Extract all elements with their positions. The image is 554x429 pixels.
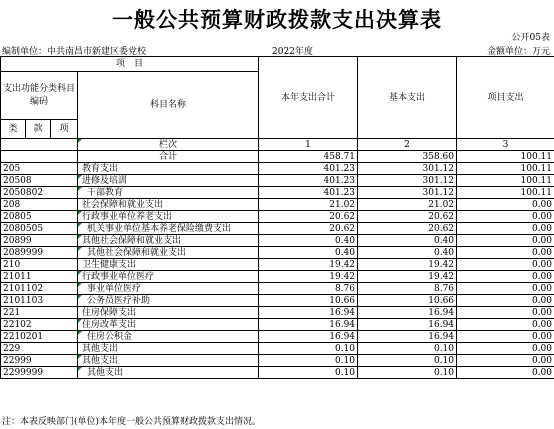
row-code: 210 — [1, 259, 78, 271]
total-expenditure-value: 458.71 — [259, 151, 358, 163]
header-basic-expenditure: 基本支出 — [358, 57, 457, 139]
row-project-value: 0.00 — [457, 295, 554, 307]
row-project-value: 0.00 — [457, 319, 554, 331]
table-row — [1, 163, 554, 175]
table-row — [1, 211, 554, 223]
table-row — [1, 175, 554, 187]
table-row — [1, 199, 554, 211]
row-total-value: 10.66 — [259, 295, 358, 307]
row-basic-value: 19.42 — [358, 271, 457, 283]
row-subject-name: 其他社会保障和就业支出 — [78, 247, 259, 259]
row-basic-value: 0.10 — [358, 355, 457, 367]
header-row-item — [1, 57, 554, 72]
row-subject-name: 机关事业单位基本养老保险缴费支出 — [78, 223, 259, 235]
column-index-row — [1, 139, 554, 151]
row-basic-value: 10.66 — [358, 295, 457, 307]
row-basic-value: 20.62 — [358, 211, 457, 223]
header-entry: 项 — [51, 120, 78, 139]
header-function-code: 支出功能分类科目编码 — [1, 72, 78, 120]
table-row — [1, 271, 554, 283]
row-code: 229 — [1, 343, 78, 355]
row-code: 205 — [1, 163, 78, 175]
row-project-value: 0.00 — [457, 199, 554, 211]
row-total-value: 0.10 — [259, 355, 358, 367]
row-total-value: 20.62 — [259, 223, 358, 235]
row-subject-name: 干部教育 — [78, 187, 259, 199]
row-subject-name: 其他支出 — [78, 367, 259, 379]
row-total-value: 16.94 — [259, 319, 358, 331]
row-code: 2101102 — [1, 283, 78, 295]
row-basic-value: 21.02 — [358, 199, 457, 211]
total-project-value: 100.11 — [457, 151, 554, 163]
reporting-unit: 编制单位：中共南昌市新建区委党校 — [2, 47, 147, 57]
row-project-value: 0.00 — [457, 367, 554, 379]
table-row — [1, 223, 554, 235]
table-body — [1, 57, 554, 379]
row-basic-value: 0.10 — [358, 367, 457, 379]
row-project-value: 100.11 — [457, 187, 554, 199]
header-item: 项 目 — [1, 57, 259, 72]
row-project-value: 0.00 — [457, 223, 554, 235]
row-project-value: 0.00 — [457, 211, 554, 223]
table-row — [1, 307, 554, 319]
row-project-value: 0.00 — [457, 271, 554, 283]
column-index-1: 1 — [259, 139, 358, 151]
row-total-value: 401.23 — [259, 175, 358, 187]
header-section: 款 — [26, 120, 51, 139]
row-total-value: 401.23 — [259, 187, 358, 199]
row-code: 2080505 — [1, 223, 78, 235]
row-code: 2210201 — [1, 331, 78, 343]
row-project-value: 0.00 — [457, 343, 554, 355]
table-row — [1, 343, 554, 355]
row-total-value: 401.23 — [259, 163, 358, 175]
row-subject-name: 事业单位医疗 — [78, 283, 259, 295]
column-index-2: 2 — [358, 139, 457, 151]
row-total-value: 0.10 — [259, 367, 358, 379]
table-row — [1, 295, 554, 307]
expenditure-table — [0, 56, 554, 379]
currency-unit: 金额单位：万元 — [486, 47, 550, 57]
footnote: 注：本表反映部门(单位)本年度一般公共预算财政拨款支出情况。 — [2, 417, 262, 427]
row-project-value: 0.00 — [457, 331, 554, 343]
table-row — [1, 367, 554, 379]
total-basic-value: 358.60 — [358, 151, 457, 163]
header-total-expenditure: 本年支出合计 — [259, 57, 358, 139]
row-basic-value: 0.40 — [358, 247, 457, 259]
row-basic-value: 20.62 — [358, 223, 457, 235]
row-total-value: 0.10 — [259, 343, 358, 355]
row-total-value: 16.94 — [259, 331, 358, 343]
header-project-expenditure: 项目支出 — [457, 57, 554, 139]
row-subject-name: 住房保障支出 — [78, 307, 259, 319]
table-row — [1, 355, 554, 367]
row-code: 2101103 — [1, 295, 78, 307]
column-index-label: 栏次 — [78, 139, 259, 151]
row-subject-name: 其他支出 — [78, 343, 259, 355]
row-subject-name: 教育支出 — [78, 163, 259, 175]
row-basic-value: 301.12 — [358, 163, 457, 175]
row-subject-name: 住房公积金 — [78, 331, 259, 343]
table-row — [1, 187, 554, 199]
row-code: 208 — [1, 199, 78, 211]
row-project-value: 0.00 — [457, 355, 554, 367]
row-subject-name: 卫生健康支出 — [78, 259, 259, 271]
row-basic-value: 0.40 — [358, 235, 457, 247]
row-subject-name: 其他社会保障和就业支出 — [78, 235, 259, 247]
report-title: 一般公共预算财政拨款支出决算表 — [112, 7, 442, 32]
row-code: 2299999 — [1, 367, 78, 379]
row-basic-value: 301.12 — [358, 175, 457, 187]
row-code: 221 — [1, 307, 78, 319]
row-total-value: 8.76 — [259, 283, 358, 295]
row-subject-name: 公务员医疗补助 — [78, 295, 259, 307]
row-basic-value: 16.94 — [358, 319, 457, 331]
row-code: 2089999 — [1, 247, 78, 259]
row-basic-value: 0.10 — [358, 343, 457, 355]
row-project-value: 100.11 — [457, 175, 554, 187]
total-label: 合计 — [78, 151, 259, 163]
row-total-value: 0.40 — [259, 235, 358, 247]
row-total-value: 0.40 — [259, 247, 358, 259]
row-code: 2050802 — [1, 187, 78, 199]
row-code: 22999 — [1, 355, 78, 367]
row-basic-value: 16.94 — [358, 307, 457, 319]
row-basic-value: 301.12 — [358, 187, 457, 199]
row-basic-value: 19.42 — [358, 259, 457, 271]
row-code: 20508 — [1, 175, 78, 187]
row-project-value: 0.00 — [457, 247, 554, 259]
row-subject-name: 社会保障和就业支出 — [78, 199, 259, 211]
row-code: 21011 — [1, 271, 78, 283]
column-index-3: 3 — [457, 139, 554, 151]
row-total-value: 19.42 — [259, 271, 358, 283]
row-basic-value: 8.76 — [358, 283, 457, 295]
row-basic-value: 16.94 — [358, 331, 457, 343]
header-kind: 类 — [1, 120, 26, 139]
table-row — [1, 331, 554, 343]
total-row — [1, 151, 554, 163]
row-subject-name: 住房改革支出 — [78, 319, 259, 331]
row-subject-name: 行政事业单位养老支出 — [78, 211, 259, 223]
row-project-value: 0.00 — [457, 259, 554, 271]
header-subject-name: 科目名称 — [78, 72, 259, 139]
row-project-value: 100.11 — [457, 163, 554, 175]
row-total-value: 16.94 — [259, 307, 358, 319]
row-code: 20805 — [1, 211, 78, 223]
table-row — [1, 247, 554, 259]
row-project-value: 0.00 — [457, 307, 554, 319]
row-subject-name: 进修及培训 — [78, 175, 259, 187]
row-subject-name: 其他支出 — [78, 355, 259, 367]
row-total-value: 19.42 — [259, 259, 358, 271]
table-row — [1, 283, 554, 295]
row-subject-name: 行政事业单位医疗 — [78, 271, 259, 283]
table-row — [1, 259, 554, 271]
form-number: 公开05表 — [511, 33, 550, 43]
row-project-value: 0.00 — [457, 283, 554, 295]
row-total-value: 21.02 — [259, 199, 358, 211]
fiscal-year: 2022年度 — [272, 47, 313, 57]
row-code: 22102 — [1, 319, 78, 331]
table-row — [1, 319, 554, 331]
table-row — [1, 235, 554, 247]
row-total-value: 20.62 — [259, 211, 358, 223]
row-code: 20899 — [1, 235, 78, 247]
row-project-value: 0.00 — [457, 235, 554, 247]
